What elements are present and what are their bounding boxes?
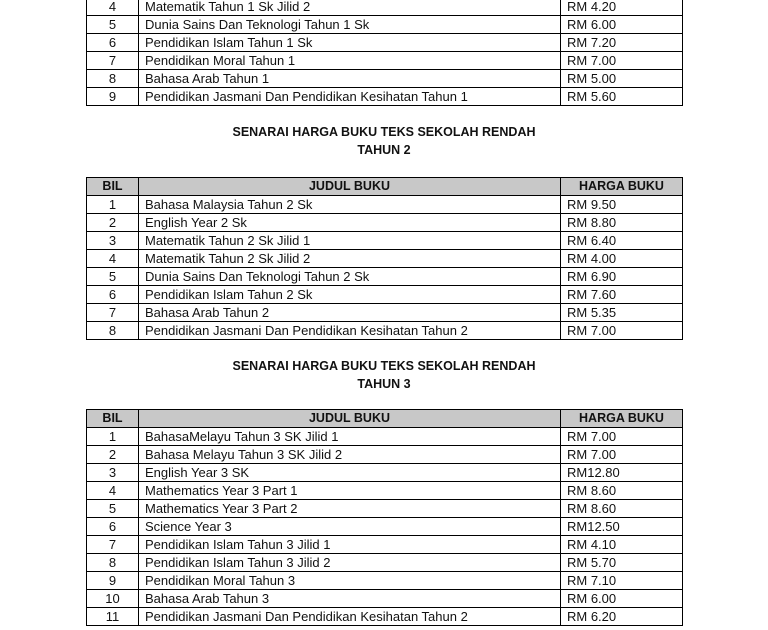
cell-harga: RM12.80 [561, 464, 683, 482]
cell-judul: Mathematics Year 3 Part 2 [139, 500, 561, 518]
cell-bil: 5 [87, 16, 139, 34]
cell-harga: RM 7.20 [561, 34, 683, 52]
section-heading-tahun-3 [86, 357, 682, 393]
cell-harga: RM 7.00 [561, 322, 683, 340]
cell-harga: RM 6.00 [561, 16, 683, 34]
cell-bil: 6 [87, 286, 139, 304]
section-title: SENARAI HARGA BUKU TEKS SEKOLAH RENDAH [232, 125, 536, 139]
cell-judul: Mathematics Year 3 Part 1 [139, 482, 561, 500]
cell-harga: RM 4.10 [561, 536, 683, 554]
table-row [87, 608, 683, 626]
cell-judul: Pendidikan Islam Tahun 3 Jilid 1 [139, 536, 561, 554]
table-row [87, 464, 683, 482]
cell-judul: Pendidikan Jasmani Dan Pendidikan Kesihatan Tahun 1 [139, 88, 561, 106]
cell-judul: Pendidikan Moral Tahun 3 [139, 572, 561, 590]
cell-harga: RM 8.60 [561, 482, 683, 500]
table-row [87, 196, 683, 214]
cell-judul: Pendidikan Islam Tahun 3 Jilid 2 [139, 554, 561, 572]
table-row [87, 554, 683, 572]
column-header-harga: HARGA BUKU [561, 178, 683, 196]
cell-harga: RM 9.50 [561, 196, 683, 214]
cell-bil: 4 [87, 482, 139, 500]
cell-bil: 2 [87, 214, 139, 232]
table-body [87, 428, 683, 626]
cell-bil: 9 [87, 88, 139, 106]
table-row [87, 500, 683, 518]
cell-judul: Matematik Tahun 2 Sk Jilid 2 [139, 250, 561, 268]
cell-bil: 8 [87, 322, 139, 340]
cell-judul: English Year 3 SK [139, 464, 561, 482]
cell-bil: 11 [87, 608, 139, 626]
cell-harga: RM 7.10 [561, 572, 683, 590]
cell-judul: Bahasa Malaysia Tahun 2 Sk [139, 196, 561, 214]
cell-bil: 8 [87, 554, 139, 572]
cell-harga: RM 6.90 [561, 268, 683, 286]
table-row [87, 70, 683, 88]
table-row [87, 518, 683, 536]
cell-harga: RM 4.00 [561, 250, 683, 268]
table-header-row [87, 410, 683, 428]
table-row [87, 0, 683, 16]
column-header-bil: BIL [87, 410, 139, 428]
column-header-harga: HARGA BUKU [561, 410, 683, 428]
column-header-bil: BIL [87, 178, 139, 196]
section-title: SENARAI HARGA BUKU TEKS SEKOLAH RENDAH [232, 359, 536, 373]
table-row [87, 286, 683, 304]
cell-harga: RM 5.35 [561, 304, 683, 322]
cell-harga: RM 7.00 [561, 446, 683, 464]
cell-harga: RM 7.60 [561, 286, 683, 304]
cell-harga: RM 5.00 [561, 70, 683, 88]
cell-bil: 7 [87, 304, 139, 322]
cell-bil: 5 [87, 268, 139, 286]
cell-harga: RM 7.00 [561, 428, 683, 446]
book-table-tahun-1 [86, 0, 683, 106]
cell-harga: RM 5.70 [561, 554, 683, 572]
table-body [87, 0, 683, 106]
cell-judul: English Year 2 Sk [139, 214, 561, 232]
book-table-tahun-2 [86, 177, 683, 340]
cell-bil: 3 [87, 464, 139, 482]
table-body [87, 196, 683, 340]
cell-harga: RM 5.60 [561, 88, 683, 106]
cell-bil: 6 [87, 34, 139, 52]
table-row [87, 34, 683, 52]
cell-harga: RM 8.80 [561, 214, 683, 232]
cell-judul: Pendidikan Moral Tahun 1 [139, 52, 561, 70]
table-row [87, 572, 683, 590]
table-row [87, 52, 683, 70]
cell-judul: Science Year 3 [139, 518, 561, 536]
cell-bil: 1 [87, 196, 139, 214]
cell-bil: 7 [87, 52, 139, 70]
cell-harga: RM 6.40 [561, 232, 683, 250]
cell-harga: RM 7.00 [561, 52, 683, 70]
cell-bil: 8 [87, 70, 139, 88]
table-row [87, 304, 683, 322]
cell-bil: 2 [87, 446, 139, 464]
section-subtitle: TAHUN 2 [357, 143, 411, 157]
table-header-row [87, 178, 683, 196]
cell-judul: Bahasa Melayu Tahun 3 SK Jilid 2 [139, 446, 561, 464]
column-header-judul: JUDUL BUKU [139, 178, 561, 196]
cell-bil: 1 [87, 428, 139, 446]
cell-bil: 9 [87, 572, 139, 590]
cell-judul: Pendidikan Jasmani Dan Pendidikan Kesihatan Tahun 2 [139, 608, 561, 626]
cell-harga: RM 6.20 [561, 608, 683, 626]
table-row [87, 446, 683, 464]
cell-bil: 4 [87, 0, 139, 16]
table-row [87, 214, 683, 232]
column-header-judul: JUDUL BUKU [139, 410, 561, 428]
table-row [87, 232, 683, 250]
cell-harga: RM 4.20 [561, 0, 683, 16]
cell-judul: Bahasa Arab Tahun 3 [139, 590, 561, 608]
cell-harga: RM 6.00 [561, 590, 683, 608]
table-row [87, 322, 683, 340]
table-row [87, 16, 683, 34]
cell-judul: BahasaMelayu Tahun 3 SK Jilid 1 [139, 428, 561, 446]
cell-bil: 4 [87, 250, 139, 268]
cell-harga: RM 8.60 [561, 500, 683, 518]
cell-bil: 7 [87, 536, 139, 554]
cell-judul: Pendidikan Islam Tahun 1 Sk [139, 34, 561, 52]
cell-judul: Matematik Tahun 2 Sk Jilid 1 [139, 232, 561, 250]
cell-bil: 10 [87, 590, 139, 608]
table-row [87, 482, 683, 500]
cell-bil: 5 [87, 500, 139, 518]
cell-judul: Pendidikan Islam Tahun 2 Sk [139, 286, 561, 304]
table-row [87, 88, 683, 106]
cell-judul: Bahasa Arab Tahun 2 [139, 304, 561, 322]
cell-bil: 3 [87, 232, 139, 250]
cell-judul: Dunia Sains Dan Teknologi Tahun 2 Sk [139, 268, 561, 286]
table-row [87, 268, 683, 286]
section-subtitle: TAHUN 3 [357, 377, 411, 391]
table-row [87, 590, 683, 608]
cell-harga: RM12.50 [561, 518, 683, 536]
table-row [87, 250, 683, 268]
cell-judul: Dunia Sains Dan Teknologi Tahun 1 Sk [139, 16, 561, 34]
cell-judul: Pendidikan Jasmani Dan Pendidikan Kesihatan Tahun 2 [139, 322, 561, 340]
cell-judul: Matematik Tahun 1 Sk Jilid 2 [139, 0, 561, 16]
book-table-tahun-3 [86, 409, 683, 626]
cell-judul: Bahasa Arab Tahun 1 [139, 70, 561, 88]
cell-bil: 6 [87, 518, 139, 536]
table-row [87, 428, 683, 446]
section-heading-tahun-2 [86, 123, 682, 159]
table-row [87, 536, 683, 554]
